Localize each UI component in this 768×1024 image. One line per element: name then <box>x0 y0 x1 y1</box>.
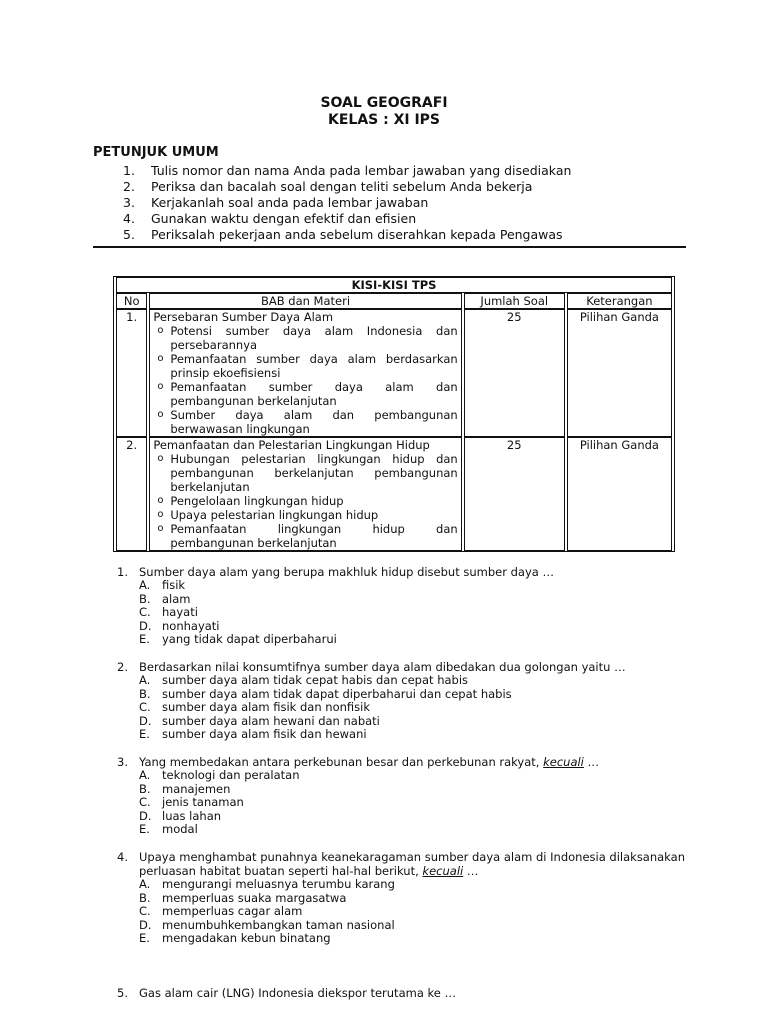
question <box>117 986 456 1000</box>
instruction-item: 3. Kerjakanlah soal anda pada lembar jawaban <box>123 195 429 210</box>
answer-option: E. yang tidak dapat diperbaharui <box>139 632 337 647</box>
emphasis-kecuali: kecuali <box>543 754 584 769</box>
question-stem: 1. Sumber daya alam yang berupa makhluk hidup disebut sumber daya … <box>117 565 554 579</box>
answer-options <box>117 579 707 647</box>
instruction-item: 5. Periksalah pekerjaan anda sebelum diserahkan kepada Pengawas <box>123 227 563 242</box>
answer-option: C. sumber daya alam fisik dan nonfisik <box>139 700 370 715</box>
table-row <box>116 437 672 551</box>
materi-item: o Upaya pelestarian lingkungan hidup <box>153 508 457 522</box>
answer-option: A. sumber daya alam tidak cepat habis dan cepat habis <box>139 672 469 687</box>
instruction-item: 2. Periksa dan bacalah soal dengan teliti sebelum Anda bekerja <box>123 179 533 194</box>
bab-title: Persebaran Sumber Daya Alam <box>153 310 334 324</box>
document-subtitle: KELAS : XI IPS <box>327 112 441 128</box>
questions-list <box>117 565 707 959</box>
table-row <box>116 309 672 437</box>
kisi-kisi-table <box>113 276 675 552</box>
answer-option: D. sumber daya alam hewani dan nabati <box>139 713 380 728</box>
materi-list <box>153 324 457 436</box>
answer-option: A. fisik <box>139 578 186 592</box>
section-divider <box>93 246 686 248</box>
materi-list <box>153 452 457 550</box>
row-jumlah: 25 <box>464 309 565 437</box>
question <box>117 565 707 647</box>
row-no: 2. <box>116 437 147 551</box>
row-keterangan: Pilihan Ganda <box>567 309 672 437</box>
row-bab <box>149 437 461 551</box>
answer-options <box>117 674 707 742</box>
answer-option: B. alam <box>139 591 191 606</box>
materi-item: o Pemanfaatan lingkungan hidup dan pembangunan berkelanjutan <box>153 522 457 550</box>
answer-option: D. menumbuhkembangkan taman nasional <box>139 917 395 932</box>
answer-options <box>117 878 707 946</box>
bab-title: Pemanfaatan dan Pelestarian Lingkungan Hidup <box>153 438 430 452</box>
materi-item: o Hubungan pelestarian lingkungan hidup dan pembangunan berkelanjutan pembangunan berkelanjutan <box>153 452 457 494</box>
answer-option: A. teknologi dan peralatan <box>139 767 300 782</box>
answer-option: C. hayati <box>139 605 198 620</box>
question <box>117 755 707 837</box>
header-no: No <box>116 293 147 309</box>
document-title: SOAL GEOGRAFI <box>320 95 448 111</box>
answer-option: A. mengurangi meluasnya terumbu karang <box>139 876 395 891</box>
answer-option: C. memperluas cagar alam <box>139 904 303 919</box>
materi-item: o Potensi sumber daya alam Indonesia dan persebarannya <box>153 324 457 352</box>
row-no: 1. <box>116 309 147 437</box>
materi-item: o Pemanfaatan sumber daya alam berdasarkan prinsip ekoefisiensi <box>153 352 457 380</box>
answer-option: D. luas lahan <box>139 808 222 823</box>
question-number: 5. <box>117 986 128 1000</box>
answer-options <box>117 769 707 837</box>
question <box>117 660 707 742</box>
answer-option: C. jenis tanaman <box>139 795 244 810</box>
row-bab <box>149 309 461 437</box>
instructions-list <box>123 163 571 243</box>
row-keterangan: Pilihan Ganda <box>567 437 672 551</box>
emphasis-kecuali: kecuali <box>422 863 464 878</box>
answer-option: D. nonhayati <box>139 618 220 633</box>
answer-option: B. memperluas suaka margasatwa <box>139 890 347 905</box>
header-bab: BAB dan Materi <box>149 293 461 309</box>
answer-option: E. modal <box>139 822 198 837</box>
table-caption: KISI-KISI TPS <box>116 277 672 293</box>
answer-option: E. mengadakan kebun binatang <box>139 931 331 946</box>
answer-option: E. sumber daya alam fisik dan hewani <box>139 727 367 742</box>
instruction-item: 1. Tulis nomor dan nama Anda pada lembar jawaban yang disediakan <box>123 163 572 178</box>
question-stem: 3. Yang membedakan antara perkebunan besar dan perkebunan rakyat, kecuali … <box>117 754 600 769</box>
answer-option: B. manajemen <box>139 781 231 796</box>
materi-item: o Pemanfaatan sumber daya alam dan pembangunan berkelanjutan <box>153 380 457 408</box>
materi-item: o Sumber daya alam dan pembangunan berwawasan lingkungan <box>153 408 457 436</box>
instructions-heading: PETUNJUK UMUM <box>93 145 219 160</box>
question-stem: Gas alam cair (LNG) Indonesia diekspor terutama ke … <box>139 986 457 1000</box>
header-jumlah: Jumlah Soal <box>464 293 565 309</box>
instruction-item: 4. Gunakan waktu dengan efektif dan efisien <box>123 211 417 226</box>
question-stem: 4. Upaya menghambat punahnya keanekaragaman sumber daya alam di Indonesia dilaksanakan perluasan habitat buatan seperti hal-hal berikut, kecuali … <box>117 849 685 878</box>
header-keterangan: Keterangan <box>567 293 672 309</box>
question <box>117 850 707 946</box>
question-stem: 2. Berdasarkan nilai konsumtifnya sumber daya alam dibedakan dua golongan yaitu … <box>117 659 626 674</box>
answer-option: B. sumber daya alam tidak dapat diperbaharui dan cepat habis <box>139 686 512 701</box>
materi-item: o Pengelolaan lingkungan hidup <box>153 494 457 508</box>
row-jumlah: 25 <box>464 437 565 551</box>
